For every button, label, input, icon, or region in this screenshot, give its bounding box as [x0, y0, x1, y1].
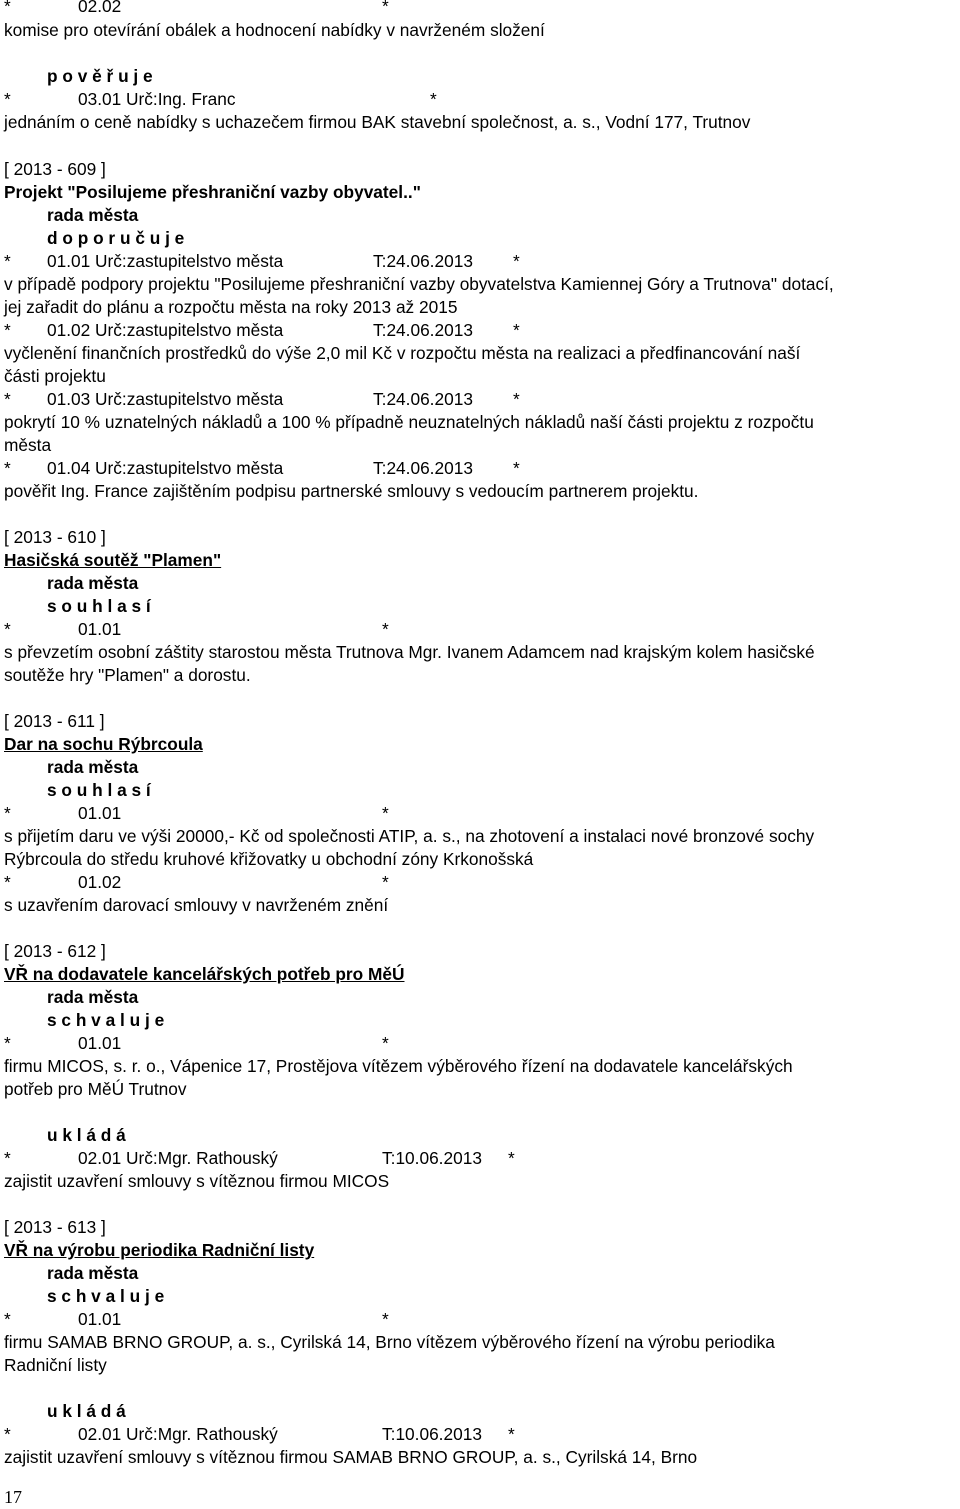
star: *: [382, 619, 389, 639]
item-text: potřeb pro MěÚ Trutnov: [4, 1079, 187, 1099]
star: *: [4, 1033, 11, 1053]
item-number: 02.02: [78, 0, 122, 16]
body-name: rada města: [47, 757, 139, 777]
item-text: části projektu: [4, 366, 106, 386]
star: *: [513, 320, 520, 340]
resolution-title: VŘ na výrobu periodika Radniční listy: [4, 1240, 315, 1260]
body-name: rada města: [47, 1263, 139, 1283]
item-text: v případě podpory projektu "Posilujeme přeshraniční vazby obyvatelstva Kamiennej Góry a Trutnova" dotací,: [4, 274, 834, 294]
item-text: firmu SAMAB BRNO GROUP, a. s., Cyrilská 14, Brno vítězem výběrového řízení na výrobu periodika: [4, 1332, 775, 1352]
resolution-verb: s c h v a l u j e: [47, 1010, 165, 1030]
star: *: [508, 1424, 515, 1444]
body-name: rada města: [47, 573, 139, 593]
resolution-title: Hasičská soutěž "Plamen": [4, 550, 222, 570]
resolution-id: [ 2013 - 613 ]: [4, 1217, 106, 1237]
star: *: [4, 619, 11, 639]
star: *: [4, 1424, 11, 1444]
item-number: 02.01 Urč:Mgr. Rathouský: [78, 1148, 278, 1168]
item-text: s uzavřením darovací smlouvy v navrženém znění: [4, 895, 389, 915]
star: *: [513, 458, 520, 478]
star: *: [4, 89, 11, 109]
item-number: 02.01 Urč:Mgr. Rathouský: [78, 1424, 278, 1444]
item-text: pověřit Ing. France zajištěním podpisu partnerské smlouvy s vedoucím partnerem projektu.: [4, 481, 699, 501]
star: *: [382, 1309, 389, 1329]
page-number: 17: [4, 1487, 22, 1507]
item-text: zajistit uzavření smlouvy s vítěznou firmou SAMAB BRNO GROUP, a. s., Cyrilská 14, Brno: [4, 1447, 698, 1467]
item-text: s převzetím osobní záštity starostou města Trutnova Mgr. Ivanem Adamcem nad krajským kolem hasičské: [4, 642, 815, 662]
item-date: T:24.06.2013: [373, 458, 473, 478]
star: *: [382, 0, 389, 16]
item-text: firmu MICOS, s. r. o., Vápenice 17, Prostějova vítězem výběrového řízení na dodavatele kancelářských: [4, 1056, 793, 1076]
item-number: 03.01 Urč:Ing. Franc: [78, 89, 236, 109]
resolution-title: VŘ na dodavatele kancelářských potřeb pro MěÚ: [4, 964, 405, 984]
item-date: T:10.06.2013: [382, 1148, 482, 1168]
resolution-id: [ 2013 - 610 ]: [4, 527, 106, 547]
star: *: [513, 251, 520, 271]
star: *: [4, 1309, 11, 1329]
resolution-id: [ 2013 - 609 ]: [4, 159, 106, 179]
item-text: pokrytí 10 % uznatelných nákladů a 100 % případně neuznatelných nákladů naší části projektu z rozpočtu: [4, 412, 814, 432]
item-date: T:24.06.2013: [373, 389, 473, 409]
star: *: [430, 89, 437, 109]
star: *: [508, 1148, 515, 1168]
item-date: T:24.06.2013: [373, 320, 473, 340]
star: *: [4, 389, 11, 409]
item-number: 01.03 Urč:zastupitelstvo města: [47, 389, 284, 409]
item-date: T:10.06.2013: [382, 1424, 482, 1444]
item-number: 01.02: [78, 872, 122, 892]
body-name: rada města: [47, 205, 139, 225]
resolution-line: [4, 0, 11, 16]
resolution-verb: s o u h l a s í: [47, 780, 151, 800]
item-text: soutěže hry "Plamen" a dorostu.: [4, 665, 251, 685]
body-name: rada města: [47, 987, 139, 1007]
item-text: města: [4, 435, 52, 455]
star: *: [513, 389, 520, 409]
item-text: s přijetím daru ve výši 20000,- Kč od společnosti ATIP, a. s., na zhotovení a instalaci nové bronzové sochy: [4, 826, 815, 846]
item-text: Rýbrcoula do středu kruhové křižovatky u obchodní zóny Krkonošská: [4, 849, 534, 869]
resolution-title: Projekt "Posilujeme přeshraniční vazby obyvatel..": [4, 182, 421, 202]
item-text: jednáním o ceně nabídky s uchazečem firmou BAK stavební společnost, a. s., Vodní 177, Trutnov: [4, 112, 751, 132]
item-number: 01.04 Urč:zastupitelstvo města: [47, 458, 284, 478]
star: *: [4, 458, 11, 478]
item-number: 01.01: [78, 803, 122, 823]
star: *: [4, 320, 11, 340]
resolution-verb: u k l á d á: [47, 1125, 126, 1145]
resolution-verb: p o v ě ř u j e: [47, 66, 153, 86]
item-text: zajistit uzavření smlouvy s vítěznou firmou MICOS: [4, 1171, 390, 1191]
item-text: komise pro otevírání obálek a hodnocení nabídky v navrženém složení: [4, 20, 545, 40]
item-number: 01.01: [78, 1033, 122, 1053]
star: *: [4, 1148, 11, 1168]
star: *: [382, 803, 389, 823]
star: *: [4, 251, 11, 271]
resolution-id: [ 2013 - 612 ]: [4, 941, 106, 961]
item-text: Radniční listy: [4, 1355, 107, 1375]
resolution-verb: d o p o r u č u j e: [47, 228, 185, 248]
star: *: [382, 1033, 389, 1053]
resolution-verb: s c h v a l u j e: [47, 1286, 165, 1306]
item-text: jej zařadit do plánu a rozpočtu města na roky 2013 až 2015: [4, 297, 458, 317]
resolution-verb: u k l á d á: [47, 1401, 126, 1421]
item-text: vyčlenění finančních prostředků do výše 2,0 mil Kč v rozpočtu města na realizaci a předfinancování naší: [4, 343, 801, 363]
star: *: [4, 803, 11, 823]
resolution-verb: s o u h l a s í: [47, 596, 151, 616]
resolution-title: Dar na sochu Rýbrcoula: [4, 734, 203, 754]
item-number: 01.02 Urč:zastupitelstvo města: [47, 320, 284, 340]
star: *: [4, 872, 11, 892]
star: *: [4, 0, 11, 16]
item-date: T:24.06.2013: [373, 251, 473, 271]
star: *: [382, 872, 389, 892]
resolution-id: [ 2013 - 611 ]: [4, 711, 105, 731]
item-number: 01.01 Urč:zastupitelstvo města: [47, 251, 284, 271]
item-number: 01.01: [78, 619, 122, 639]
item-number: 01.01: [78, 1309, 122, 1329]
